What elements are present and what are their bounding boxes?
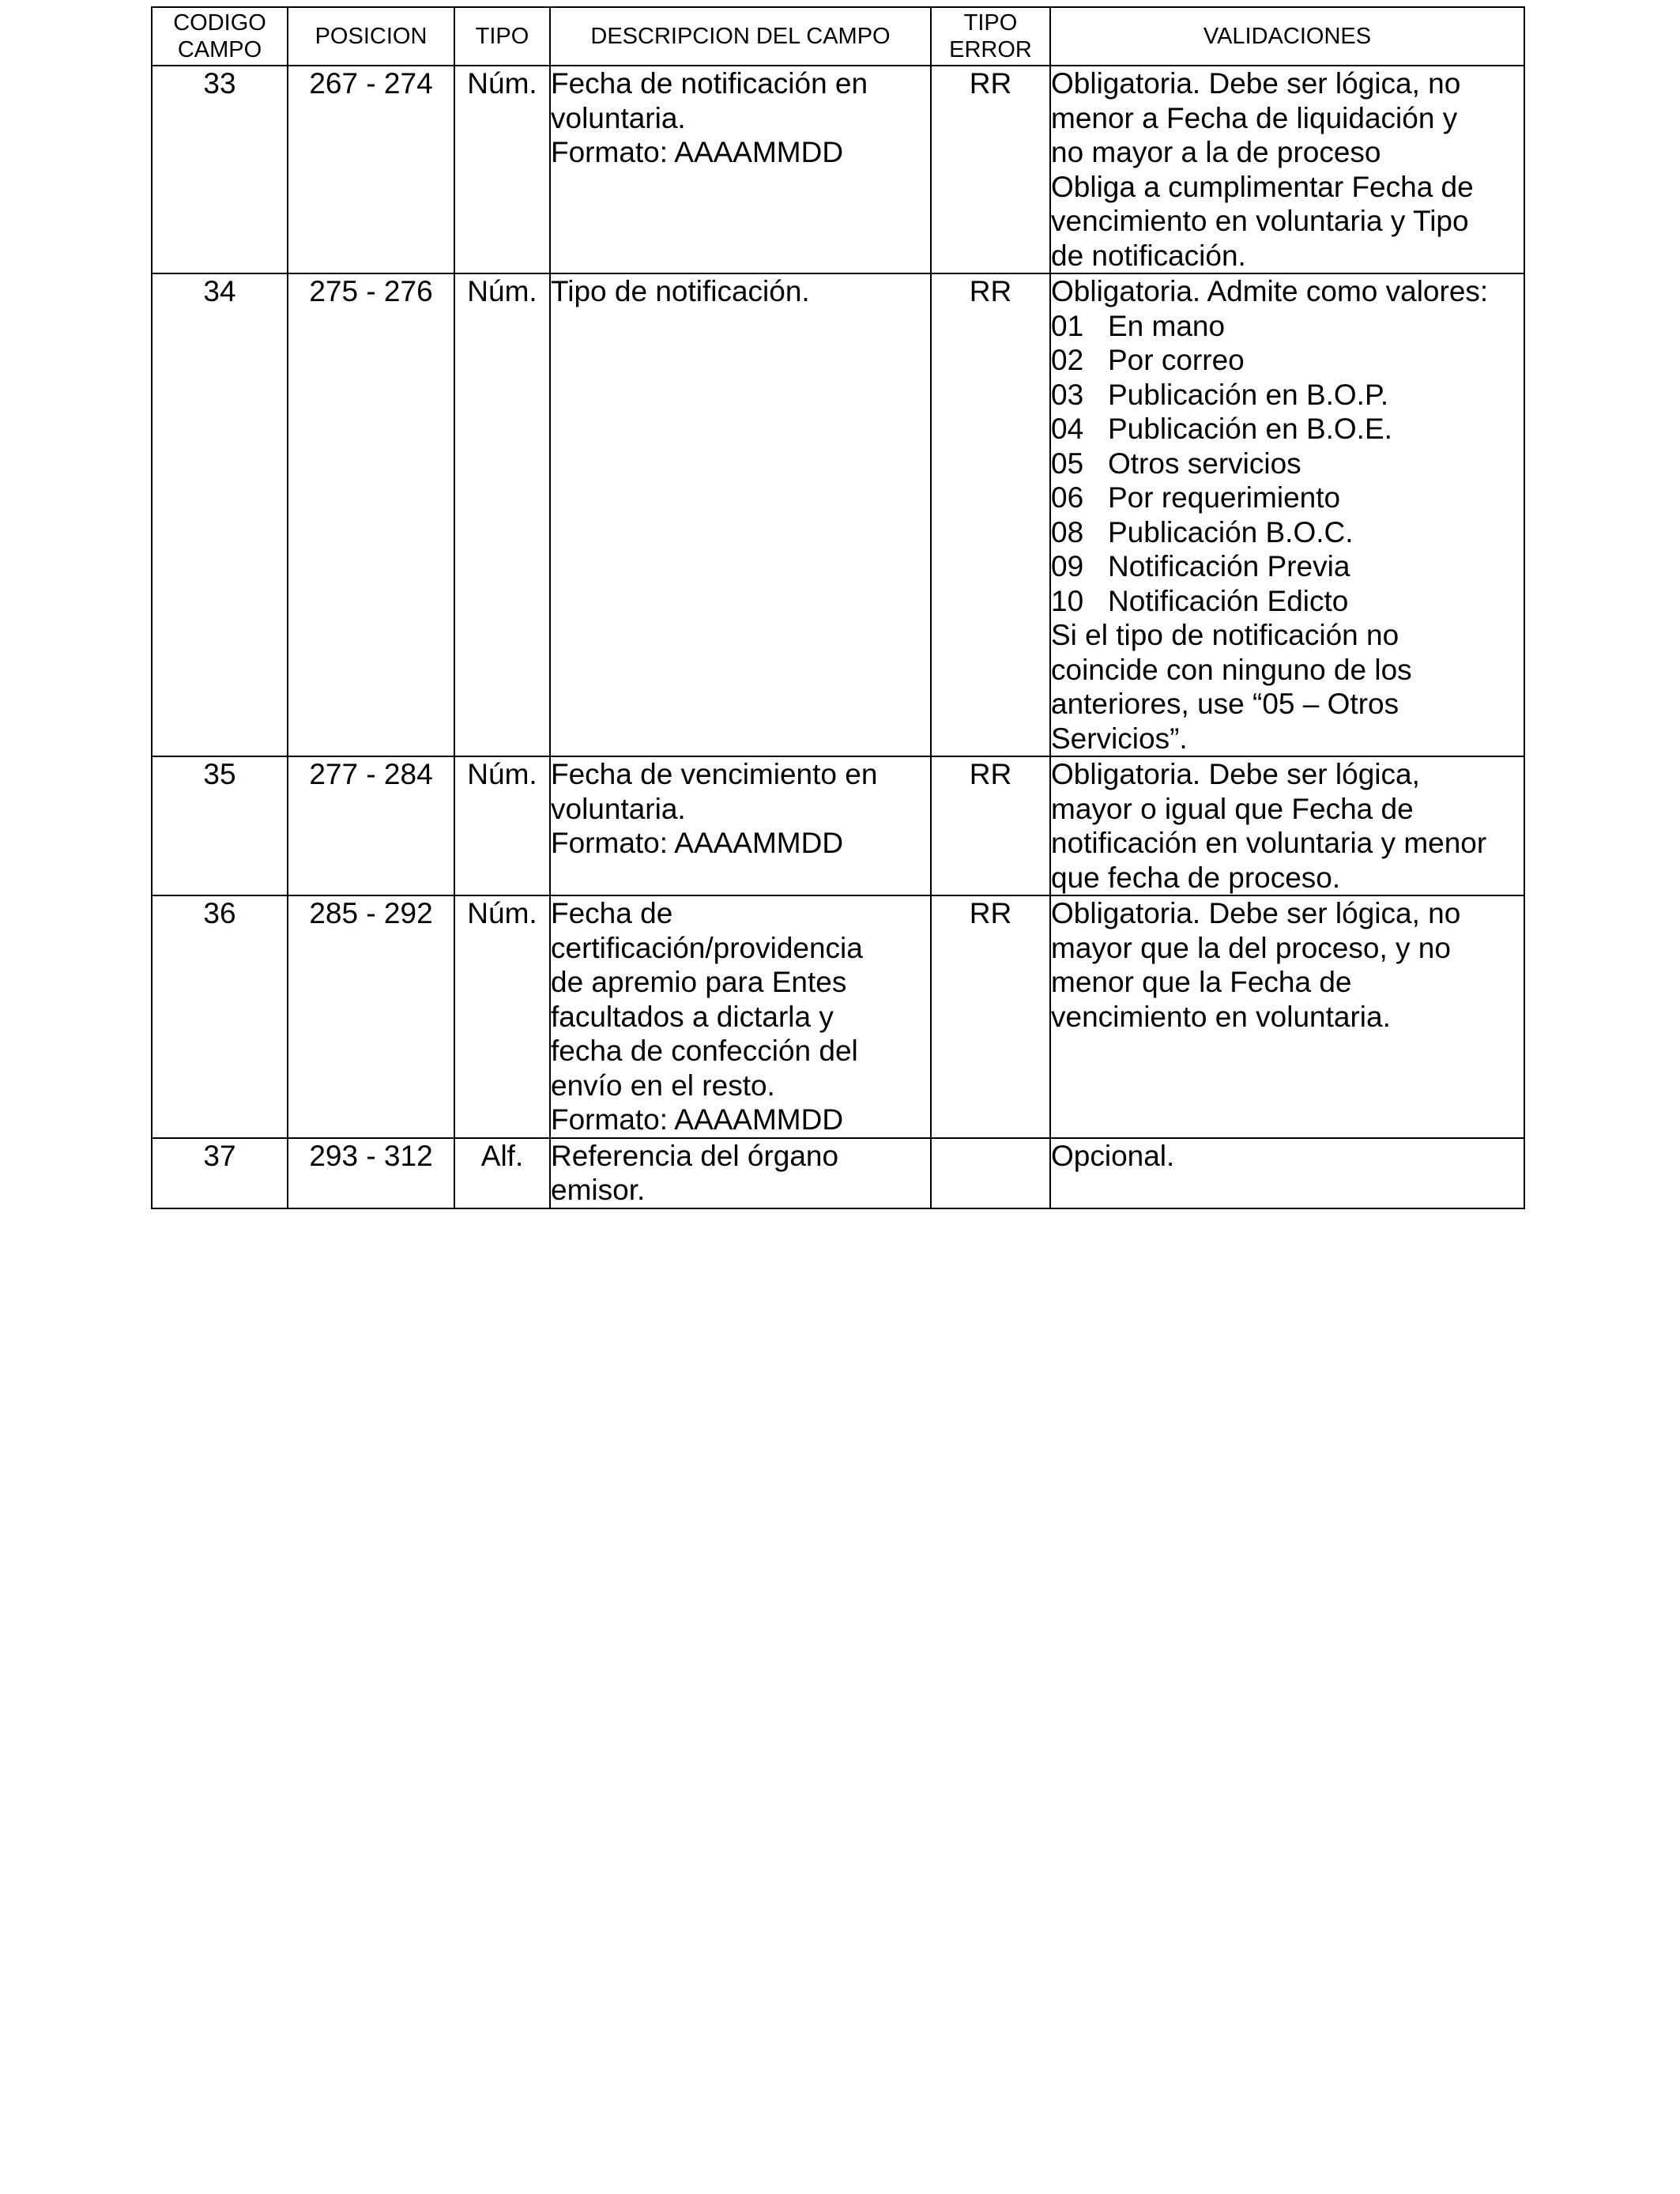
valor-code: 10 (1051, 584, 1084, 617)
descripcion-line: certificación/providencia (551, 931, 863, 964)
cell-validaciones (1050, 66, 1524, 273)
cell-descripcion (550, 895, 931, 1138)
valor-item (1051, 584, 1524, 619)
valor-item (1051, 378, 1524, 413)
valor-code: 05 (1051, 447, 1084, 480)
cell-posicion: 285 - 292 (288, 895, 454, 1138)
cell-posicion: 267 - 274 (288, 66, 454, 273)
valor-item (1051, 515, 1524, 550)
validacion-line: no mayor a la de proceso (1051, 136, 1381, 168)
header-tipo: TIPO (454, 7, 550, 66)
valor-label: En mano (1108, 309, 1226, 342)
cell-descripcion (550, 756, 931, 895)
valor-code: 01 (1051, 309, 1084, 342)
descripcion-line: Tipo de notificación. (551, 275, 810, 307)
cell-tipo-error: RR (931, 756, 1050, 895)
cell-descripcion (550, 1138, 931, 1208)
validacion-line: Obligatoria. Debe ser lógica, (1051, 758, 1420, 790)
descripcion-line: envío en el resto. (551, 1069, 775, 1102)
descripcion-line: Fecha de vencimiento en (551, 758, 878, 790)
cell-tipo-error (931, 1138, 1050, 1208)
descripcion-line: Fecha de notificación en (551, 67, 868, 100)
valor-code: 03 (1051, 378, 1084, 411)
valor-label: Notificación Edicto (1108, 584, 1349, 617)
valor-item (1051, 549, 1524, 584)
valor-label: Publicación en B.O.P. (1108, 378, 1389, 411)
cell-descripcion (550, 273, 931, 756)
table-row (152, 756, 1524, 895)
validacion-line: de notificación. (1051, 239, 1246, 272)
valor-code: 09 (1051, 550, 1084, 582)
validacion-line: Obligatoria. Debe ser lógica, no (1051, 67, 1461, 100)
descripcion-line: voluntaria. (551, 792, 686, 825)
valor-code: 08 (1051, 515, 1084, 548)
cell-tipo: Alf. (454, 1138, 550, 1208)
valor-code: 04 (1051, 413, 1084, 445)
validacion-line: que fecha de proceso. (1051, 861, 1341, 894)
valor-label: Notificación Previa (1108, 550, 1350, 582)
cell-tipo: Núm. (454, 756, 550, 895)
cell-posicion: 275 - 276 (288, 273, 454, 756)
table-header-row (152, 7, 1524, 66)
validacion-line: mayor que la del proceso, y no (1051, 931, 1451, 964)
valor-code: 06 (1051, 481, 1084, 514)
cell-tipo: Núm. (454, 273, 550, 756)
validacion-line: Opcional. (1051, 1139, 1175, 1172)
valor-code: 02 (1051, 344, 1084, 376)
descripcion-line: Formato: AAAAMMDD (551, 827, 844, 859)
cell-tipo: Núm. (454, 66, 550, 273)
valor-item (1051, 309, 1524, 344)
valor-label: Publicación en B.O.E. (1108, 413, 1392, 445)
cell-codigo: 33 (152, 66, 288, 273)
header-codigo-campo: CODIGO CAMPO (152, 7, 288, 66)
valor-label: Publicación B.O.C. (1108, 515, 1354, 548)
table-row (152, 66, 1524, 273)
descripcion-line: fecha de confección del (551, 1035, 858, 1067)
cell-tipo: Núm. (454, 895, 550, 1138)
cell-codigo: 36 (152, 895, 288, 1138)
validacion-line: vencimiento en voluntaria. (1051, 1000, 1391, 1033)
cell-tipo-error: RR (931, 895, 1050, 1138)
cell-validaciones (1050, 895, 1524, 1138)
cell-validaciones (1050, 273, 1524, 756)
cell-codigo: 37 (152, 1138, 288, 1208)
validacion-line: Obliga a cumplimentar Fecha de (1051, 170, 1474, 203)
cell-tipo-error: RR (931, 66, 1050, 273)
cell-posicion: 293 - 312 (288, 1138, 454, 1208)
header-validaciones: VALIDACIONES (1050, 7, 1524, 66)
field-spec-table (151, 6, 1525, 1209)
validacion-intro: Obligatoria. Admite como valores: (1051, 275, 1489, 307)
valor-label: Por correo (1108, 344, 1245, 376)
validacion-line: menor a Fecha de liquidación y (1051, 101, 1458, 134)
descripcion-line: Formato: AAAAMMDD (551, 136, 844, 168)
descripcion-line: Formato: AAAAMMDD (551, 1103, 844, 1136)
valor-item (1051, 447, 1524, 481)
validacion-line: Obligatoria. Debe ser lógica, no (1051, 897, 1461, 929)
validacion-line: mayor o igual que Fecha de (1051, 792, 1414, 825)
validacion-line: notificación en voluntaria y menor (1051, 827, 1487, 859)
validacion-nota-line: coincide con ninguno de los (1051, 653, 1412, 686)
validacion-nota-line: Servicios”. (1051, 722, 1188, 755)
header-tipo-error: TIPO ERROR (931, 7, 1050, 66)
descripcion-line: emisor. (551, 1174, 646, 1206)
descripcion-line: Referencia del órgano (551, 1139, 839, 1172)
cell-validaciones (1050, 756, 1524, 895)
cell-tipo-error: RR (931, 273, 1050, 756)
descripcion-line: Fecha de (551, 897, 673, 929)
table-row (152, 1138, 1524, 1208)
valor-item (1051, 343, 1524, 378)
valor-item (1051, 412, 1524, 447)
validacion-line: menor que la Fecha de (1051, 966, 1352, 998)
valor-label: Otros servicios (1108, 447, 1301, 480)
cell-validaciones (1050, 1138, 1524, 1208)
validacion-line: vencimiento en voluntaria y Tipo (1051, 205, 1469, 237)
descripcion-line: de apremio para Entes (551, 966, 847, 998)
validacion-nota-line: Si el tipo de notificación no (1051, 619, 1399, 651)
header-posicion: POSICION (288, 7, 454, 66)
table-row (152, 895, 1524, 1138)
table-row (152, 273, 1524, 756)
header-descripcion: DESCRIPCION DEL CAMPO (550, 7, 931, 66)
cell-posicion: 277 - 284 (288, 756, 454, 895)
cell-codigo: 35 (152, 756, 288, 895)
valor-item (1051, 481, 1524, 515)
descripcion-line: voluntaria. (551, 101, 686, 134)
valor-label: Por requerimiento (1108, 481, 1341, 514)
validacion-nota-line: anteriores, use “05 – Otros (1051, 688, 1399, 720)
descripcion-line: facultados a dictarla y (551, 1000, 834, 1033)
cell-descripcion (550, 66, 931, 273)
cell-codigo: 34 (152, 273, 288, 756)
